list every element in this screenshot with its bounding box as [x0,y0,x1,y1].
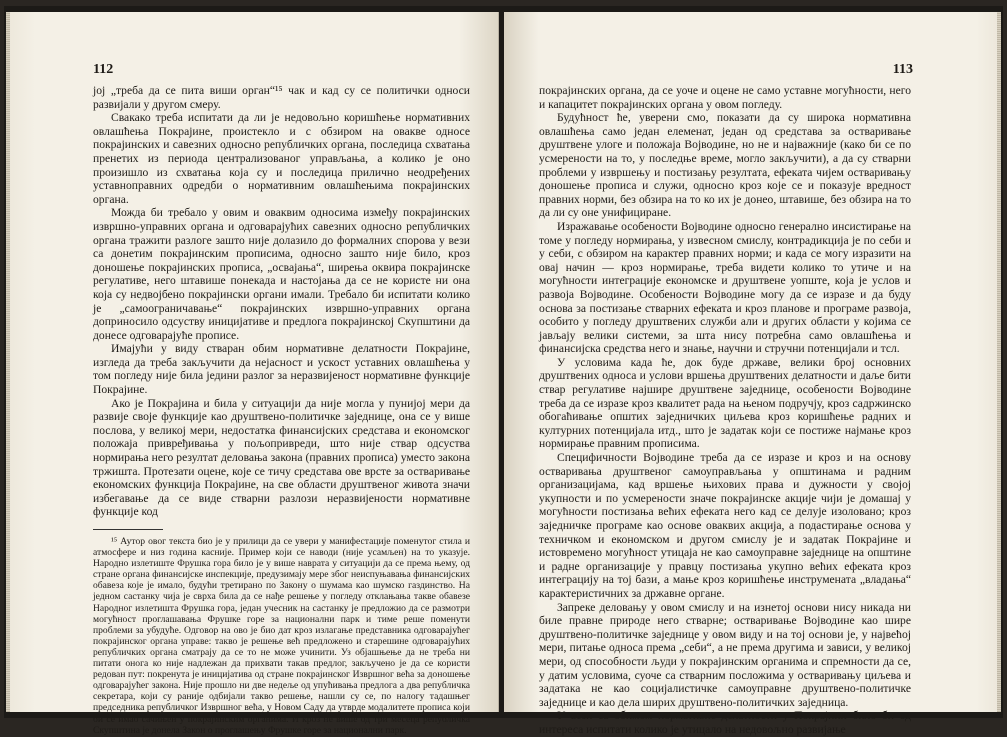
right-page [504,12,1001,736]
paragraph: Можда би требало у овим и оваквим односима између покрајинских извршно-управних органа и одговарајућих савезних односно републичких органа тражити разлоге зашто није долазило до формалних спорова у вези са донетим покрајинским прописима, односно зашто није било, кроз доношење покрајинских прописа, „освајања“, ширења оквира покрајинске регулативе, него штавише понекада и настојања да се не користе ни она која су недвојбено покрајински органи имали. Требало би испитати колико је „самоограничавање“ покрајинских извршно-управних органа доприносило одсуству иницијативе и предлога покрајинској Скупштини да донесе одговарајуће прописе. [93,206,470,342]
paragraph: покрајинских органа, да се уоче и оцене не само уставне могућности, него и капацитет покрајинских органа у овом погледу. [539,84,911,111]
footnote-divider [93,529,163,530]
paragraph: Изражавање особености Војводине односно генерално инсистирање на томе у погледу нормирања, у извесном смислу, контрадикција је по себи и у себи, с обзиром на карактер правних норми; и када се могу изразити на овај начин — кроз нормирање, треба видети колико то утиче и на могућности интеграције економске и друштвене уопште, која је услов и развоја Војводине. Особености Војводине могу да се изразе и да буду основа за постизање стварних ефеката и кроз планове и програме развоја, особито у погледу друштвених служби али и других области у којима се јављају велики системи, за шта нису потребна само овлашћења и финансијска средства него и знање, научни и стручни потенцијали и тсл. [539,219,911,356]
right-page-text [539,84,911,737]
footnote: ¹⁵ Аутор овог текста био је у прилици да се увери у манифестације поменутог стила и атмосфере и низ година касније. Пример који се наводи (није усамљен) на то указује. Народно излетиште Фрушка гора било је у више наврата у ситуацији да се према њему, од стране органа финансијске инспекције, предузимају мере због неиспуњавања финансијских обавеза које је имало, будући третирано по Закону о шумама као шумско газдинство. На једном састанку чија је сврха била да се нађе решење у погледу отклањања такве обавезе Народног излетишта Фрушка гора, један учесник на састанку је предложио да се размотри могућност проглашавања Фрушке горе за национални парк и тиме реше поменути проблеми за убудуће. Одговор на ово је био дат кроз излагање представника одговарајућег покрајинског органа управе: такво је решење већ предложено и старешине одговарајућих републичких органа сматрају да се то не може учинити. Уз објашњење да не треба ни питати онога ко није надлежан да прихвати такав предлог, закључено је да се користи редован пут: покренута је иницијатива од стране покрајинског Извршног већа за доношење одговарајућег закона. Није прошло ни две недеље од упућивања предлога а два републичка секретара, који су раније одбијали такво решење, нашли су се, по налогу тадашњег председника републичког Извршног већа, у Новом Саду да утврде модалитете прописа који би се имао сачињен у покрајинским органима. И кроз не више од три месеца републичка Скупштина је донела Закон о проглашењу Фрушке горе за национални парк. [93,536,470,736]
left-page-text [93,84,470,736]
paragraph: јој „треба да се пита виши орган“¹⁵ чак и кад су се политички односи развијали у другом смеру. [93,84,470,111]
paragraph: Будућност ће, уверени смо, показати да су широка нормативна овлашћења само један елеменат, један од средстава за остваривање друштвене улоге и положаја Војводине, но не и најважније (како би се по усмерености на то, у последње време, могло закључити), а да су стварни проблеми у извршењу и постизању резултата, ефеката чијем остваривању доношење прописа и служи, односно кроз које се и показује вредност правних норми, без обзира на то ко их је донео, штавише, без обзира на то да ли су оне унифициране. [539,111,911,220]
paragraph: У вези са обимом нормативне делатности у Покрајини било би од интереса испитати колико је утицало на недовољно развијање [539,709,911,736]
paragraph: Ако је Покрајина и била у ситуацији да није могла у пунијој мери да развије своје функције као друштвено-политичке заједнице, она се у више послова, у великој мери, недостатка финансијских средстава и економског положаја привређивања у пољопривреди, што није ствар одсуства нормирања него резултат деловања закона (правних прописа) уместо закона тржишта. Протезати оцене, које се тичу средстава ове врсте за остваривање економских функција Покрајине, на све области друштвеног живота значи избегавање да се виде стварни разлози неразвијености нормативне функције код [93,396,470,519]
page-number: 113 [892,62,913,77]
paragraph: Свакако треба испитати да ли је недовољно коришћење нормативних овлашћења Покрајине, проистекло и с обзиром на овакве односе покрајинских и савезних односно републичких органа, последица схватања пренетих из периода централизованог управљања, а колико је оно произишло из схватања која су и последица прилично неодређених уставноправних одредби о нормативним овлашћењима покрајинских органа. [93,111,470,206]
paragraph: Имајући у виду стваран обим нормативне делатности Покрајине, изгледа да треба закључити да нејасност и ускост уставних овлашћења у том погледу није била једини разлог за неразвијеност нормативне функције Покрајине. [93,342,470,397]
page-edge [6,12,10,712]
page-edge [997,12,1001,712]
paragraph: Запреке деловању у овом смислу и на изнетој основи нису никада ни биле правне природе него стварне; остваривање Војводине као шире друштвено-политичке заједнице у овом виду и на тој основи је, у највећој мери, питање односа према „себи“, а не према другима и зависи, у великој мери, од способности људи у покрајинским органима и спремности да се, у датим условима, суоче са стварним посложима у остваривању циљева и задатака не као социјалистичке самоуправне друштвено-политичке заједнице и као дела ширих друштвено-политичких заједница. [539,600,911,709]
paragraph: У условима када ће, док буде државе, велики број основних друштвених односа и услови вршења друштвених делатности и даље бити ствар регулативе најшире друштвене заједнице, особености Војводине треба да се изразе кроз квалитет рада на њеном подручју, кроз садржинско обогаћивање општих заједничких циљева кроз коришћење радних и културних потенцијала итд., што је задатак који се постиже најмање кроз нормирање правним прописима. [539,355,911,451]
open-book [4,6,1003,736]
page-number: 112 [93,62,114,77]
left-page [6,12,499,736]
paragraph: Специфичности Војводине треба да се изразе и кроз и на основу остваривања друштвеног самоуправљања у општинама и радним организацијама, кад вршење њихових права и дужности у својој укупности и по усмерености значе покрајинске акције чији је домашај у могућности постизања већих ефеката него кад се делује изоловано; кроз заједничке програме као основе оваквих акција, а подастирање основа у техничком и економском и другом смислу је и задатак Покрајине и истовремено могућност утицаја не као самоуправне заједнице на општине и радне организације у правцу постизања укупно већих ефеката кроз интеграцију на тој бази, а мање кроз коришћење инструмената „владања“ карактеристичних за државне органе. [539,451,911,600]
